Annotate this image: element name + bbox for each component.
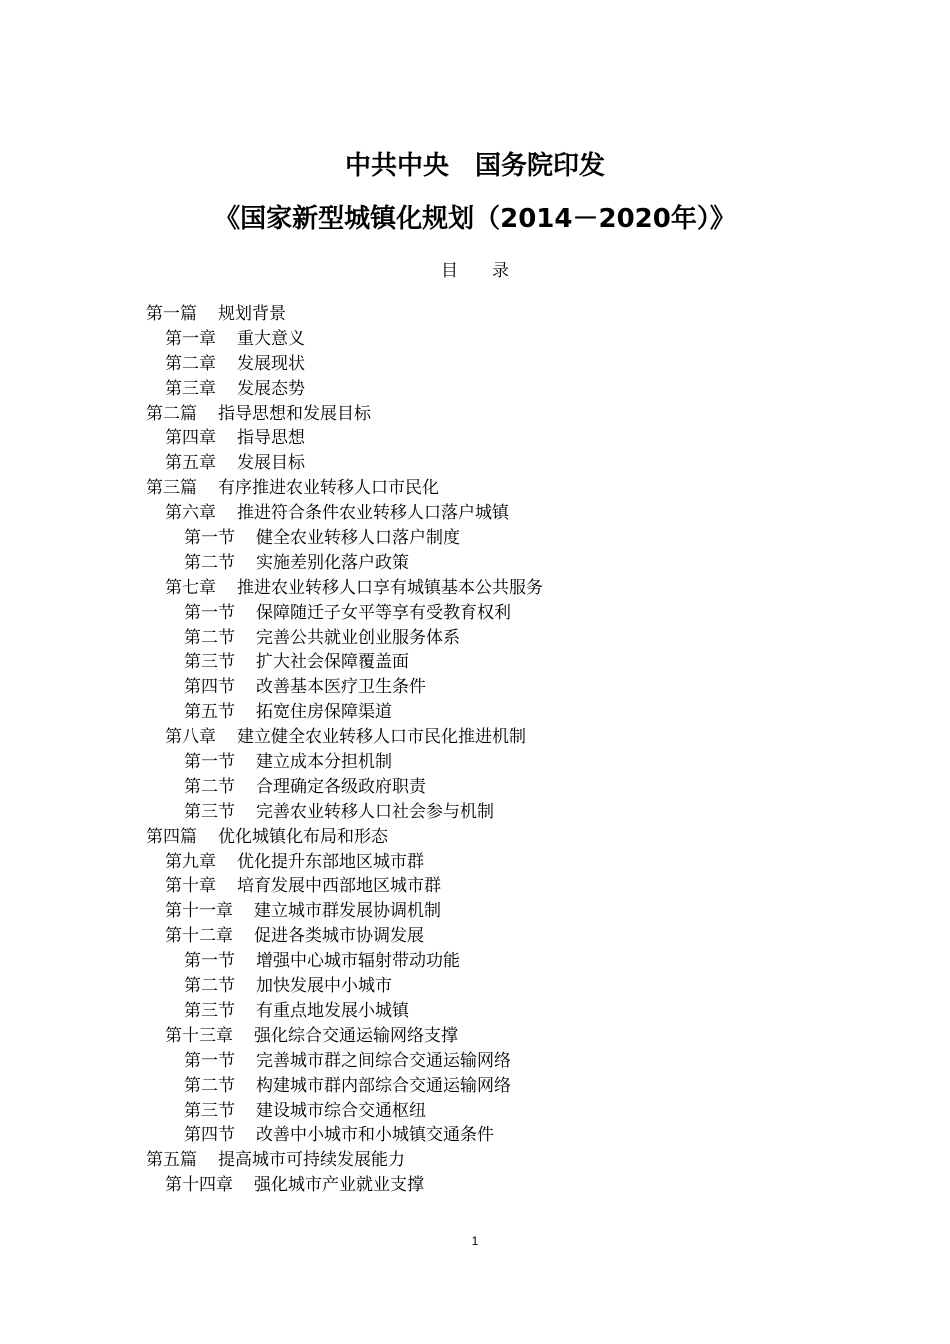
toc-entry (146, 327, 846, 352)
document-title-line1: 中共中央 国务院印发 (344, 151, 605, 181)
toc-entry (146, 302, 846, 327)
toc-entry-number: 第二章 (165, 353, 216, 374)
toc-entry (146, 949, 846, 974)
toc-entry (146, 626, 846, 651)
toc-entry (146, 924, 846, 949)
toc-entry-title: 拓宽住房保障渠道 (256, 702, 392, 723)
toc-entry-number: 第四章 (165, 428, 216, 449)
toc-entry-title: 培育发展中西部地区城市群 (237, 876, 441, 897)
toc-entry-number: 第十三章 (165, 1025, 233, 1046)
toc-entry-title: 加快发展中小城市 (256, 976, 392, 997)
toc-entry-title: 优化提升东部地区城市群 (237, 851, 424, 872)
toc-entry (146, 825, 846, 850)
toc-entry (146, 675, 846, 700)
toc-entry (146, 451, 846, 476)
toc-entry-title: 规划背景 (218, 304, 286, 324)
toc-entry-number: 第二节 (184, 776, 235, 797)
toc-entry (146, 700, 846, 725)
toc-entry-title: 建设城市综合交通枢纽 (256, 1100, 426, 1121)
toc-entry (146, 999, 846, 1024)
toc-entry-title: 有重点地发展小城镇 (256, 1000, 409, 1021)
toc-entry-number: 第七章 (165, 577, 216, 598)
toc-entry-title: 重大意义 (237, 328, 305, 349)
toc-entry-title: 发展现状 (237, 353, 305, 374)
toc-entry-title: 推进农业转移人口享有城镇基本公共服务 (237, 577, 543, 598)
toc-entry (146, 899, 846, 924)
toc-entry (146, 352, 846, 377)
toc-entry-title: 增强中心城市辐射带动功能 (256, 951, 460, 972)
toc-entry-title: 指导思想 (237, 428, 305, 449)
toc-entry (146, 800, 846, 825)
toc-entry-title: 扩大社会保障覆盖面 (256, 652, 409, 673)
toc-entry-number: 第二篇 (146, 403, 197, 424)
toc-entry-number: 第二节 (184, 976, 235, 997)
toc-entry (146, 476, 846, 501)
toc-entry-title: 提高城市可持续发展能力 (218, 1150, 405, 1171)
toc-entry-title: 发展态势 (237, 378, 305, 399)
toc-entry-number: 第四节 (184, 1125, 235, 1146)
toc-entry (146, 402, 846, 427)
toc-entry-title: 构建城市群内部综合交通运输网络 (256, 1075, 511, 1096)
toc-entry-number: 第九章 (165, 851, 216, 872)
toc-entry (146, 1024, 846, 1049)
toc-entry-number: 第一章 (165, 328, 216, 349)
toc-entry-number: 第四节 (184, 677, 235, 698)
toc-entry (146, 576, 846, 601)
toc-entry-title: 优化城镇化布局和形态 (218, 826, 388, 847)
toc-entry-number: 第八章 (165, 727, 216, 748)
toc-entry-title: 有序推进农业转移人口市民化 (218, 478, 439, 499)
toc-entry-title: 合理确定各级政府职责 (256, 776, 426, 797)
toc-entry-title: 建立成本分担机制 (256, 752, 392, 773)
toc-entry (146, 775, 846, 800)
toc-entry (146, 601, 846, 626)
toc-entry-title: 建立城市群发展协调机制 (254, 901, 441, 922)
toc-entry-number: 第十章 (165, 876, 216, 897)
toc-entry (146, 1173, 846, 1198)
toc-entry (146, 1148, 846, 1173)
toc-entry-number: 第一节 (184, 1050, 235, 1071)
toc-entry-number: 第十四章 (165, 1175, 233, 1196)
table-of-contents (146, 302, 846, 1198)
toc-entry (146, 1074, 846, 1099)
toc-entry-number: 第一节 (184, 528, 235, 549)
toc-entry-number: 第十二章 (165, 926, 233, 947)
toc-entry-number: 第二节 (184, 1075, 235, 1096)
toc-entry-title: 保障随迁子女平等享有受教育权利 (256, 602, 511, 623)
toc-entry (146, 551, 846, 576)
toc-heading: 目 录 (441, 261, 509, 281)
toc-entry-title: 强化综合交通运输网络支撑 (254, 1025, 458, 1046)
toc-entry-number: 第六章 (165, 503, 216, 524)
toc-entry-title: 建立健全农业转移人口市民化推进机制 (237, 727, 526, 748)
toc-entry-number: 第一节 (184, 951, 235, 972)
toc-entry-number: 第三篇 (146, 478, 197, 499)
toc-entry-title: 指导思想和发展目标 (218, 403, 371, 424)
toc-entry (146, 1099, 846, 1124)
toc-entry (146, 750, 846, 775)
toc-entry (146, 1049, 846, 1074)
toc-entry-number: 第二节 (184, 552, 235, 573)
toc-entry-number: 第五节 (184, 702, 235, 723)
toc-entry-number: 第一节 (184, 752, 235, 773)
toc-entry-title: 促进各类城市协调发展 (254, 926, 424, 947)
toc-entry (146, 377, 846, 402)
toc-entry-number: 第四篇 (146, 826, 197, 847)
toc-entry-title: 改善基本医疗卫生条件 (256, 677, 426, 698)
toc-entry-number: 第一篇 (146, 304, 197, 324)
toc-entry-title: 完善公共就业创业服务体系 (256, 627, 460, 648)
toc-entry-title: 发展目标 (237, 453, 305, 474)
toc-entry-number: 第二节 (184, 627, 235, 648)
toc-entry-title: 实施差别化落户政策 (256, 552, 409, 573)
toc-entry-number: 第三节 (184, 652, 235, 673)
toc-entry-title: 改善中小城市和小城镇交通条件 (256, 1125, 494, 1146)
toc-entry (146, 1123, 846, 1148)
toc-entry (146, 501, 846, 526)
toc-entry (146, 850, 846, 875)
toc-entry (146, 650, 846, 675)
toc-entry-title: 强化城市产业就业支撑 (254, 1175, 424, 1196)
toc-entry (146, 874, 846, 899)
document-title-line2: 《国家新型城镇化规划（2014－2020年）》 (214, 204, 736, 234)
toc-entry-title: 完善城市群之间综合交通运输网络 (256, 1050, 511, 1071)
toc-entry-number: 第三章 (165, 378, 216, 399)
toc-entry (146, 426, 846, 451)
toc-entry-number: 第五章 (165, 453, 216, 474)
toc-entry-title: 推进符合条件农业转移人口落户城镇 (237, 503, 509, 524)
toc-entry-title: 健全农业转移人口落户制度 (256, 528, 460, 549)
page-number: 1 (471, 1234, 479, 1248)
toc-entry-number: 第三节 (184, 1100, 235, 1121)
toc-entry (146, 526, 846, 551)
toc-entry-number: 第三节 (184, 801, 235, 822)
toc-entry-title: 完善农业转移人口社会参与机制 (256, 801, 494, 822)
toc-entry-number: 第五篇 (146, 1150, 197, 1171)
toc-entry-number: 第三节 (184, 1000, 235, 1021)
toc-entry-number: 第十一章 (165, 901, 233, 922)
toc-entry-number: 第一节 (184, 602, 235, 623)
toc-entry (146, 725, 846, 750)
toc-entry (146, 974, 846, 999)
